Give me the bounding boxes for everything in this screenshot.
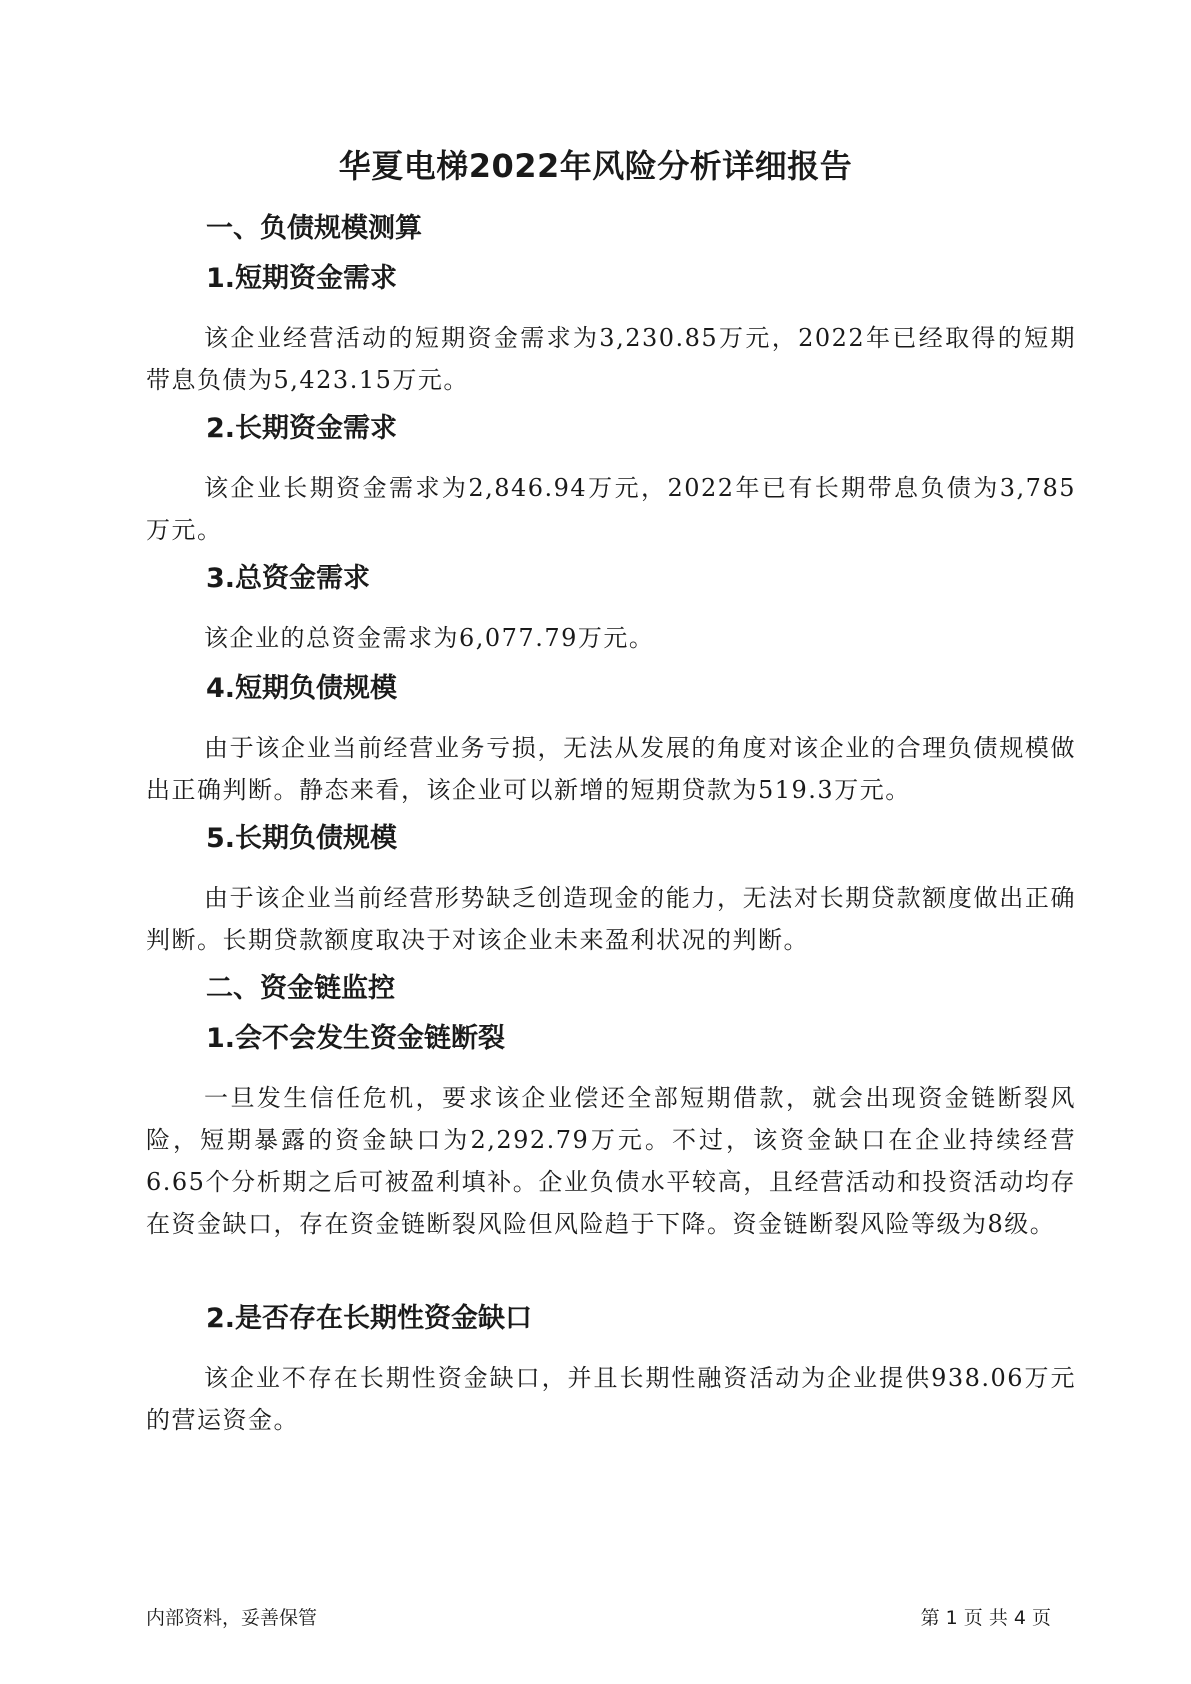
report-title: 华夏电梯2022年风险分析详细报告 (338, 147, 853, 185)
subheading-cash-chain-break: 1.会不会发生资金链断裂 (206, 1023, 506, 1054)
subheading-short-term-capital-need: 1.短期资金需求 (206, 263, 398, 294)
paragraph-short-term-capital-need: 该企业经营活动的短期资金需求为3,230.85万元，2022年已经取得的短期带息负债为5,423.15万元。 (146, 324, 1076, 394)
subheading-total-capital-need: 3.总资金需求 (206, 563, 371, 594)
subheading-long-term-debt-scale: 5.长期负债规模 (206, 823, 398, 854)
subheading-long-term-capital-need: 2.长期资金需求 (206, 413, 398, 444)
paragraph-long-term-debt-scale: 由于该企业当前经营形势缺乏创造现金的能力，无法对长期贷款额度做出正确判断。长期贷款额度取决于对该企业未来盈利状况的判断。 (146, 884, 1076, 954)
paragraph-short-term-debt-scale: 由于该企业当前经营业务亏损，无法从发展的角度对该企业的合理负债规模做出正确判断。静态来看，该企业可以新增的短期贷款为519.3万元。 (146, 734, 1076, 804)
subheading-long-term-funding-gap: 2.是否存在长期性资金缺口 (206, 1303, 533, 1334)
section-heading-debt-scale: 一、负债规模测算 (206, 213, 422, 244)
paragraph-long-term-capital-need: 该企业长期资金需求为2,846.94万元，2022年已有长期带息负债为3,785万元。 (146, 474, 1076, 544)
footer-page-number: 第 1 页 共 4 页 (920, 1607, 1051, 1629)
footer-confidential-note: 内部资料，妥善保管 (146, 1607, 318, 1629)
section-heading-cash-chain: 二、资金链监控 (206, 973, 395, 1004)
subheading-short-term-debt-scale: 4.短期负债规模 (206, 673, 398, 704)
paragraph-cash-chain-break: 一旦发生信任危机，要求该企业偿还全部短期借款，就会出现资金链断裂风险，短期暴露的资金缺口为2,292.79万元。不过，该资金缺口在企业持续经营 6.65个分析期之后可被盈利填补。企业负债水平较高，且经营活动和投资活动均存在资金缺口，存在资金链断裂风险但风险趋于下降。资金链断裂风险等级为8级。 (146, 1084, 1076, 1238)
paragraph-total-capital-need: 该企业的总资金需求为6,077.79万元。 (204, 624, 655, 652)
paragraph-long-term-funding-gap: 该企业不存在长期性资金缺口，并且长期性融资活动为企业提供938.06万元的营运资金。 (146, 1364, 1076, 1434)
